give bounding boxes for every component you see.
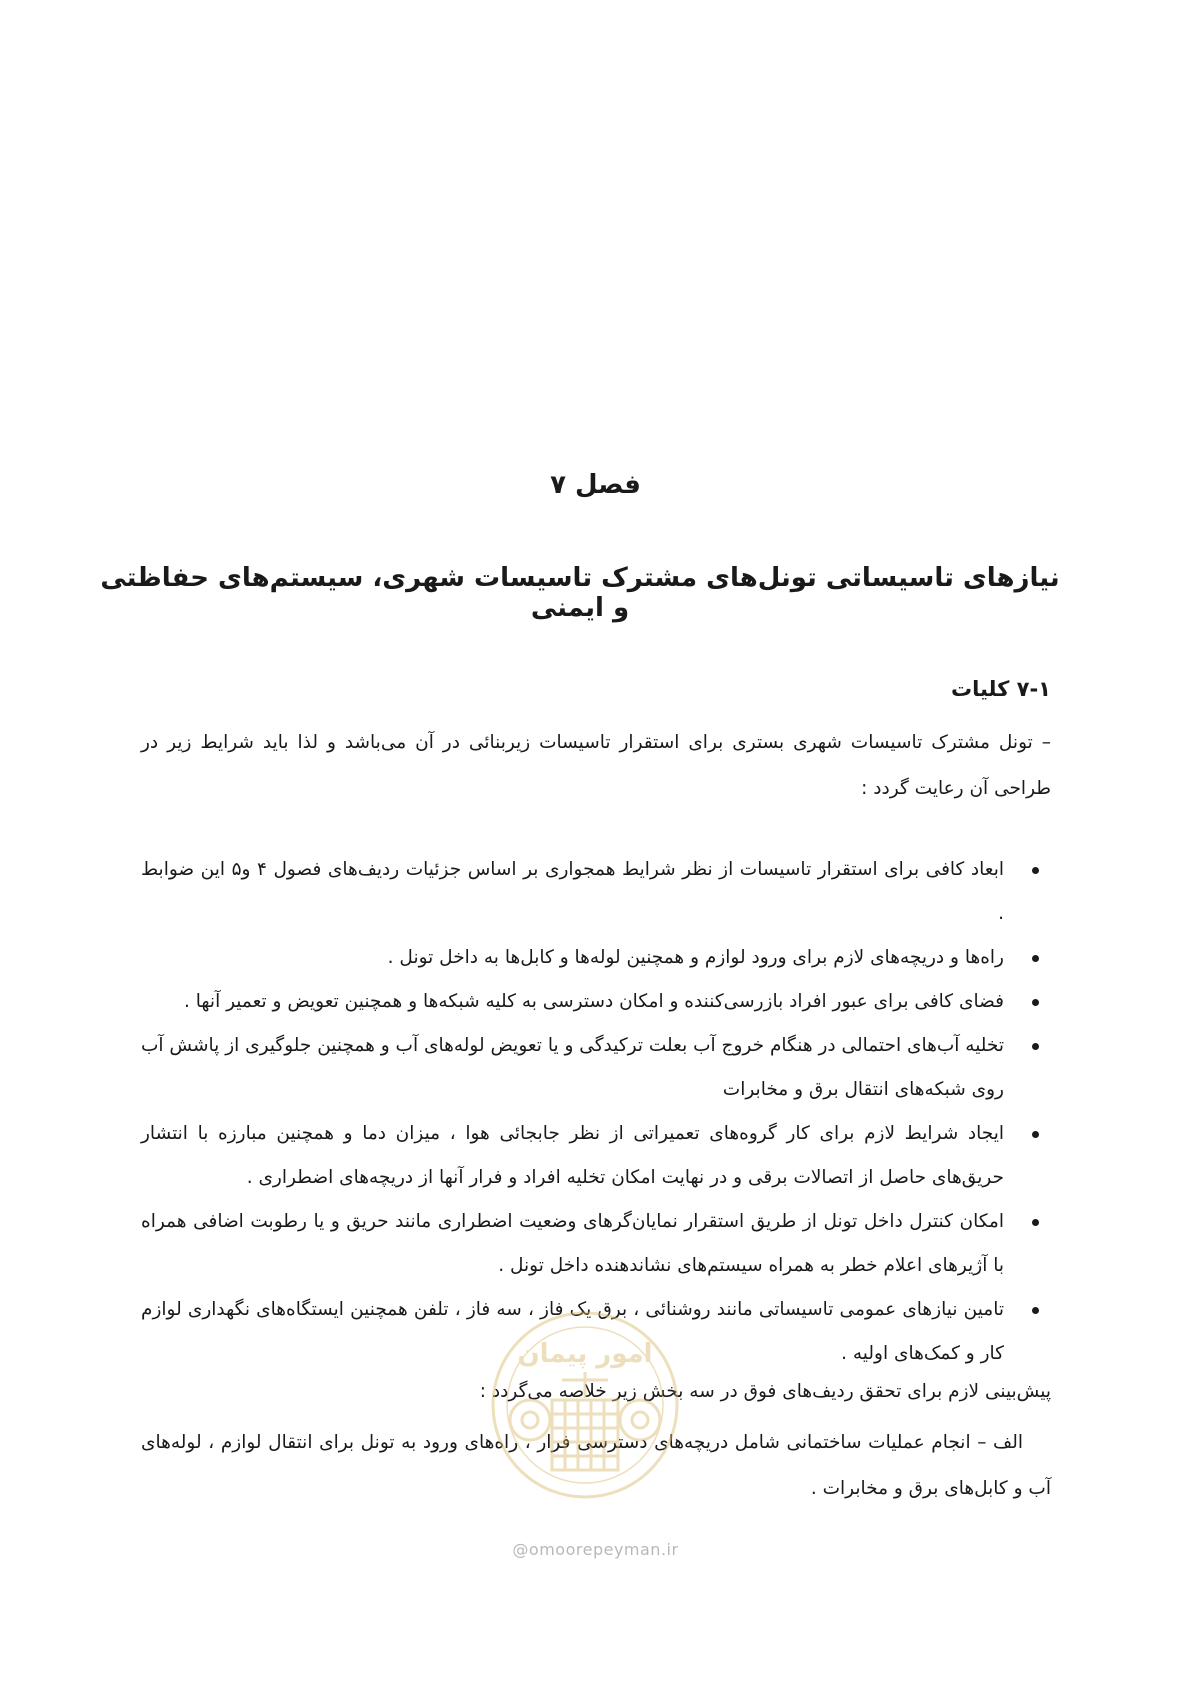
list-item-text: امکان کنترل داخل تونل از طریق استقرار نمایان‌گرهای وضعیت اضطراری مانند حریق و یا رطوبت اضافی همراه با آژیرهای اعلام خطر به همراه سیستم‌های نشاندهنده داخل تونل .	[141, 1211, 1004, 1276]
bullet-icon	[1032, 1131, 1039, 1138]
list-item	[141, 1112, 1051, 1200]
bullet-icon	[1032, 1043, 1039, 1050]
intro-paragraph: – تونل مشترک تاسیسات شهری بستری برای استقرار تاسیسات زیربنائی در آن می‌باشد و لذا باید شرایط زیر در طراحی آن رعایت گردد :	[141, 732, 1051, 799]
list-item-text: ایجاد شرایط لازم برای کار گروه‌های تعمیراتی از نظر جابجائی هوا ، میزان دما و همچنین مبارزه با انتشار حریق‌های حاصل از اتصالات برقی و در نهایت امکان تخلیه افراد و فرار آنها از دریچه‌های اضطراری .	[141, 1123, 1004, 1188]
chapter-title: فصل ۷	[550, 470, 641, 500]
paragraph-alef: الف – انجام عملیات ساختمانی شامل دریچه‌های دسترسی فرار ، راه‌های ورود به تونل برای انتقال لوازم ، لوله‌های آب و کابل‌های برق و مخابرات .	[141, 1432, 1051, 1499]
section-heading: ۷-۱ کلیات	[950, 677, 1051, 701]
bullet-icon	[1032, 1219, 1039, 1226]
bullet-icon	[1032, 867, 1039, 874]
list-item	[141, 848, 1051, 936]
list-item-text: تخلیه آب‌های احتمالی در هنگام خروج آب بعلت ترکیدگی و یا تعویض لوله‌های آب و همچنین جلوگیری از پاشش آب روی شبکه‌های انتقال برق و مخابرات	[141, 1035, 1004, 1100]
list-item-text: راه‌ها و دریچه‌های لازم برای ورود لوازم و همچنین لوله‌ها و کابل‌ها به داخل تونل .	[387, 947, 1004, 968]
summary-paragraph: پیش‌بینی لازم برای تحقق ردیف‌های فوق در سه بخش زیر خلاصه می‌گردد :	[479, 1381, 1051, 1402]
watermark-site: @omoorepeyman.ir	[512, 1540, 679, 1559]
list-item-text: ابعاد کافی برای استقرار تاسیسات از نظر شرایط همجواری بر اساس جزئیات ردیف‌های فصول ۴ و۵ این ضوابط .	[141, 859, 1004, 924]
bullet-icon	[1032, 999, 1039, 1006]
list-item-text: تامین نیازهای عمومی تاسیساتی مانند روشنائی ، برق یک فاز ، سه فاز ، تلفن همچنین ایستگاه‌های نگهداری لوازم کار و کمک‌های اولیه .	[141, 1299, 1004, 1364]
svg-text:امور پیمان: امور پیمان	[517, 1339, 653, 1369]
list-item-text: فضای کافی برای عبور افراد بازرسی‌کننده و امکان دسترسی به کلیه شبکه‌ها و همچنین تعویض و تعمیر آنها .	[184, 991, 1004, 1012]
list-item	[141, 980, 1051, 1024]
page-title: نیازهای تاسیساتی تونل‌های مشترک تاسیسات شهری، سیستم‌های حفاظتی و ایمنی	[100, 563, 1060, 623]
watermark-logo-icon	[480, 1300, 690, 1510]
list-item	[141, 936, 1051, 980]
requirements-list	[141, 848, 1051, 1376]
bullet-icon	[1032, 955, 1039, 962]
list-item	[141, 1200, 1051, 1288]
list-item	[141, 1024, 1051, 1112]
bullet-icon	[1032, 1307, 1039, 1314]
